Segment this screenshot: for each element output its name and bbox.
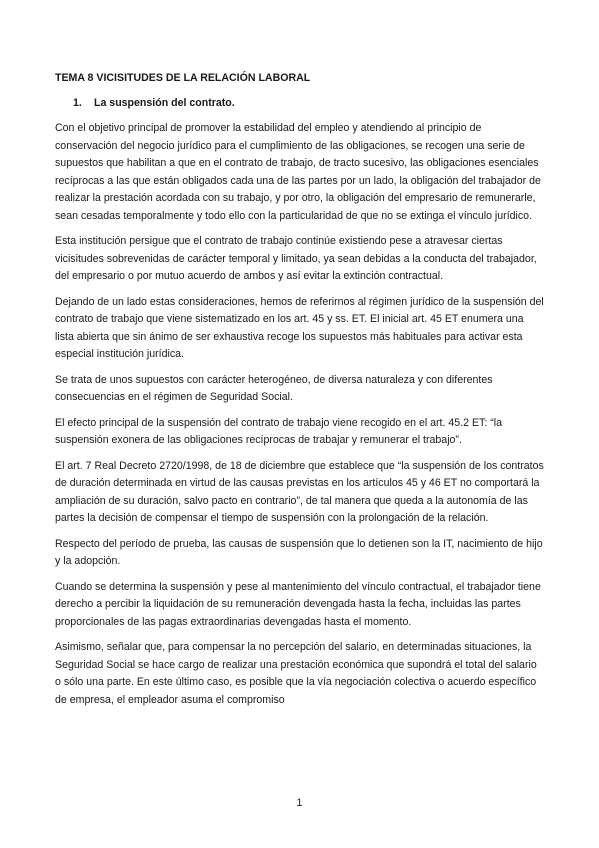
section-number: 1. xyxy=(73,97,82,109)
page-number: 1 xyxy=(296,797,303,809)
paragraph: Respecto del período de prueba, las causas de suspensión que lo detienen son la IT, nacimiento de hijo y la adopción. xyxy=(55,537,543,567)
paragraph: Asimismo, señalar que, para compensar la no percepción del salario, en determinadas situaciones, la Seguridad Social se hace cargo de realizar una prestación económica que supondrá el total del salario o sólo una parte. En este último caso, es posible que la vía negociación colectiva o acuerdo específico de empresa, el empleador asuma el compromiso xyxy=(55,641,537,706)
section-heading-text: La suspensión del contrato. xyxy=(94,97,235,109)
document-body xyxy=(55,71,545,717)
paragraph: Cuando se determina la suspensión y pese al mantenimiento del vínculo contractual, el trabajador tiene derecho a percibir la liquidación de su remuneración devengada hasta la fecha, incluidas las partes proporcionales de las pagas extraordinarias devengadas hasta el momento. xyxy=(55,580,541,628)
paragraph: Dejando de un lado estas consideraciones, hemos de referirnos al régimen jurídico de la suspensión del contrato de trabajo que viene sistematizado en los art. 45 y ss. ET. El inicial art. 45 ET enumera una lista abierta que sin ánimo de ser exhaustiva recoge los supuestos más habituales para activar esta especial institución jurídica. xyxy=(55,295,544,360)
paragraph: Con el objetivo principal de promover la estabilidad del empleo y atendiendo al principio de conservación del negocio jurídico para el cumplimiento de las obligaciones, se recogen una serie de supuestos que habilitan a que en el contrato de trabajo, de tracto sucesivo, las obligaciones esenciales recíprocas a las que están obligados cada una de las partes por un lado, la obligación del trabajador de realizar la prestación acordada con su trabajo, y por otro, la obligación del empresario de remunerarle, sean cesadas temporalmente y todo ello con la particularidad de que no se extinga el vínculo jurídico. xyxy=(55,122,541,222)
document-title: TEMA 8 VICISITUDES DE LA RELACIÓN LABORAL xyxy=(55,72,311,84)
section-heading xyxy=(73,96,545,110)
paragraph: El art. 7 Real Decreto 2720/1998, de 18 de diciembre que establece que “la suspensión de los contratos de duración determinada en virtud de las causas previstas en los artículos 45 y 46 ET no comportará la ampliación de su duración, salvo pacto en contrario”, de tal manera que queda a la autonomía de las partes la decisión de compensar el tiempo de suspensión con la prolongación de la relación. xyxy=(55,459,544,524)
paragraph: El efecto principal de la suspensión del contrato de trabajo viene recogido en el art. 45.2 ET: “la suspensión exonera de las obligaciones recíprocas de trabajar y remunerar el trabajo”. xyxy=(55,416,502,446)
paragraph: Se trata de unos supuestos con carácter heterogéneo, de diversa naturaleza y con diferentes consecuencias en el régimen de Seguridad Social. xyxy=(55,373,493,403)
paragraph: Esta institución persigue que el contrato de trabajo continúe existiendo pese a atravesar ciertas vicisitudes sobrevenidas de carácter temporal y limitado, ya sean debidas a la conducta del trabajador, del empresario o por mutuo acuerdo de ambos y así evitar la extinción contractual. xyxy=(55,235,537,282)
